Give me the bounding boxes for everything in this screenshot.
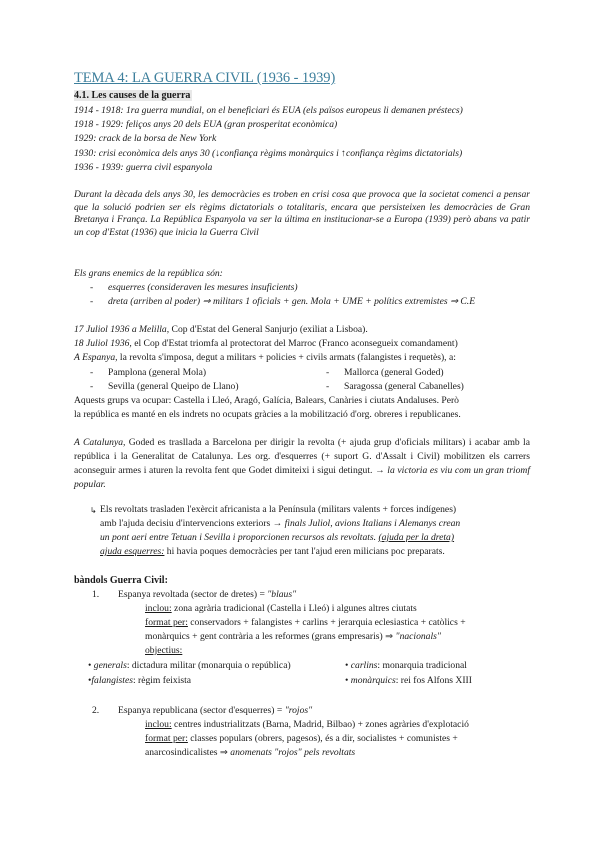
nationals-label: "nacionals" (395, 631, 441, 642)
bullet-dash: - (90, 367, 94, 378)
coup-date: 17 Juliol 1936 a Melilla, (74, 324, 170, 335)
side1-heading-text: Espanya revoltada (sector de dretes) = (118, 589, 268, 600)
bullet-dash: - (90, 282, 94, 293)
left-aid-label: ajuda esquerres: (100, 546, 165, 557)
side2-heading (118, 705, 312, 717)
bullet-dash: - (326, 381, 330, 392)
list-number: 2. (92, 705, 100, 716)
side2-nickname: "rojos" (284, 705, 313, 716)
bullet-dash: - (90, 296, 94, 307)
format-text: classes populars (obrers, pagesos), és a dir, socialistes + comunistes + (187, 733, 458, 744)
side1-heading (118, 589, 296, 601)
catalunya-end: → la victoria es viu com un gran triomf popular. (74, 465, 530, 490)
bullet-dash: - (326, 367, 330, 378)
objective-label: falangistes (91, 675, 133, 686)
section-heading-sides: bàndols Guerra Civil: (74, 575, 168, 586)
format-text: monàrquics + gent contrària a les reformes (grans empresaris) ⇒ (145, 631, 396, 642)
side1-format-cont (145, 631, 441, 643)
bullet-dash: - (90, 381, 94, 392)
coup-line-2 (74, 338, 458, 350)
side1-inclou (145, 603, 417, 615)
side2-inclou (145, 719, 469, 731)
objective-item: • monàrquics: rei fos Alfons XIII (345, 675, 472, 686)
occupy-line: Aquests grups va ocupar: Castella i Lleó, Aragó, Galícia, Balears, Canàries i ciutats Andaluses. Però (74, 395, 459, 406)
coup-line-1 (74, 324, 368, 336)
inclou-label: inclou: (145, 719, 172, 730)
objective-text: : monarquia tradicional (377, 660, 467, 671)
side2-format-cont (145, 747, 355, 759)
spain-text: la revolta s'imposa, degut a militars + policies + civils armats (falangistes i requetès), a: (117, 352, 456, 363)
objective-item: •falangistes: règim feixista (88, 675, 192, 686)
enemy-item: esquerres (consideraven les mesures insuficients) (108, 282, 298, 293)
rebels-text: amb l'ajuda decisiu d'intervencions exteriors (100, 518, 273, 529)
timeline-item: 1914 - 1918: 1ra guerra mundial, on el beneficiari és EUA (els països europeus li demanen préstecs) (74, 105, 463, 116)
rebels-line (100, 546, 445, 558)
objective-item: • carlins: monarquia tradicional (345, 660, 467, 671)
spain-line (74, 352, 456, 364)
section-heading-causes: 4.1. Les causes de la guerra (74, 90, 191, 101)
rebels-line (100, 518, 460, 530)
coup-text: el Cop d'Estat triomfa al protectorat del Marroc (Franco aconsegueix comandament) (131, 338, 458, 349)
objective-label: generals (93, 660, 127, 671)
occupy-line: la república es manté en els indrets no ocupats gràcies a la mobilització d'org. obreres i republicanes. (74, 409, 461, 420)
rebels-line (100, 532, 454, 544)
objective-text: : rei fos Alfons XIII (395, 675, 472, 686)
catalunya-text: Goded es trasllada a Barcelona per dirigir la revolta (+ ajuda grup d'oficials militars) i acabar amb la república i la Generalitat de Catalunya. Les org. d'esquerres (+ suport G. d'Assalt i Civil) mobilitzen els carrers aconseguir armes i aturen la revolta fent que Godet dimiteixi i sigui detingut. (74, 437, 530, 476)
list-number: 1. (92, 589, 100, 600)
objective-text: : dictadura militar (monarquia o república) (126, 660, 291, 671)
rebels-underlined: (ajuda per la dreta) (378, 532, 455, 543)
inclou-label: inclou: (145, 603, 172, 614)
side2-format (145, 733, 458, 745)
objective-label: carlins (350, 660, 378, 671)
catalunya-paragraph (74, 436, 530, 492)
catalunya-label: A Catalunya, (74, 437, 126, 448)
format-text: anarcosindicalistes ⇒ (145, 747, 231, 758)
side2-heading-text: Espanya republicana (sector d'esquerres) = (118, 705, 285, 716)
arrow-return-icon: ↳ (90, 506, 97, 515)
format-text: conservadors + falangistes + carlins + jerarquia eclesiastica + catòlics + (187, 617, 466, 628)
side1-format (145, 617, 466, 629)
city-item: Pamplona (general Mola) (108, 367, 207, 378)
timeline-item: 1918 - 1929: feliços anys 20 dels EUA (gran prosperitat econòmica) (74, 119, 338, 130)
enemy-item: dreta (arriben al poder) ⇒ militars 1 oficials + gen. Mola + UME + polítics extremistes ⇒ C.E (108, 296, 476, 307)
city-item: Mallorca (general Goded) (344, 367, 444, 378)
left-aid-text: hi havia poques democràcies per tant l'ajud eren milicians poc preparats. (164, 546, 445, 557)
enemies-intro: Els grans enemics de la república són: (74, 268, 223, 279)
format-label: format per: (145, 733, 188, 744)
intro-paragraph: Durant la dècada dels anys 30, les democràcies es troben en crisi cosa que provoca que la societat comenci a pensar que la solució podrien ser els règims dictatorials o totalitaris, encara que persisteixen les democràcies de Gran Bretanya i França. La República Espanyola va ser la última en institucionar-se a Europa (1939) però abans va patir un cop d'Estat (1936) que inicia la Guerra Civil (74, 189, 530, 238)
side1-nickname: "blaus" (267, 589, 297, 600)
objective-item: • generals: dictadura militar (monarquia o república) (88, 660, 291, 671)
rojos-label: anomenats "rojos" pels revoltats (230, 747, 356, 758)
timeline-item: 1936 - 1939: guerra civil espanyola (74, 162, 213, 173)
rebels-italic: → finals Juliol, avions Italians i Alemanys crean (272, 518, 461, 529)
inclou-text: zona agrària tradicional (Castella i Lleó) i algunes altres ciutats (171, 603, 417, 614)
rebels-italic: un pont aeri entre Tetuan i Sevilla i proporcionen recursos als revoltats. (100, 532, 379, 543)
objectives-label: objectius: (145, 645, 183, 656)
coup-text: Cop d'Estat del General Sanjurjo (exiliat a Lisboa). (169, 324, 368, 335)
timeline-item: 1930: crisi econòmica dels anys 30 (↓confiança règims monàrquics i ↑confiança règims dictatorials) (74, 148, 463, 159)
objective-label: monàrquics (350, 675, 396, 686)
format-label: format per: (145, 617, 188, 628)
city-item: Saragossa (general Cabanelles) (344, 381, 464, 392)
rebels-line: Els revoltats trasladen l'exèrcit africanista a la Península (militars valents + forces indígenes) (100, 504, 457, 515)
coup-date: 18 Juliol 1936, (74, 338, 132, 349)
timeline-item: 1929: crack de la borsa de New York (74, 133, 217, 144)
city-item: Sevilla (general Queipo de Llano) (108, 381, 239, 392)
inclou-text: centres industrialitzats (Barna, Madrid, Bilbao) + zones agràries d'explotació (171, 719, 469, 730)
spain-label: A Espanya, (74, 352, 118, 363)
page-title: TEMA 4: LA GUERRA CIVIL (1936 - 1939) (74, 70, 336, 86)
objective-text: : règim feixista (132, 675, 192, 686)
